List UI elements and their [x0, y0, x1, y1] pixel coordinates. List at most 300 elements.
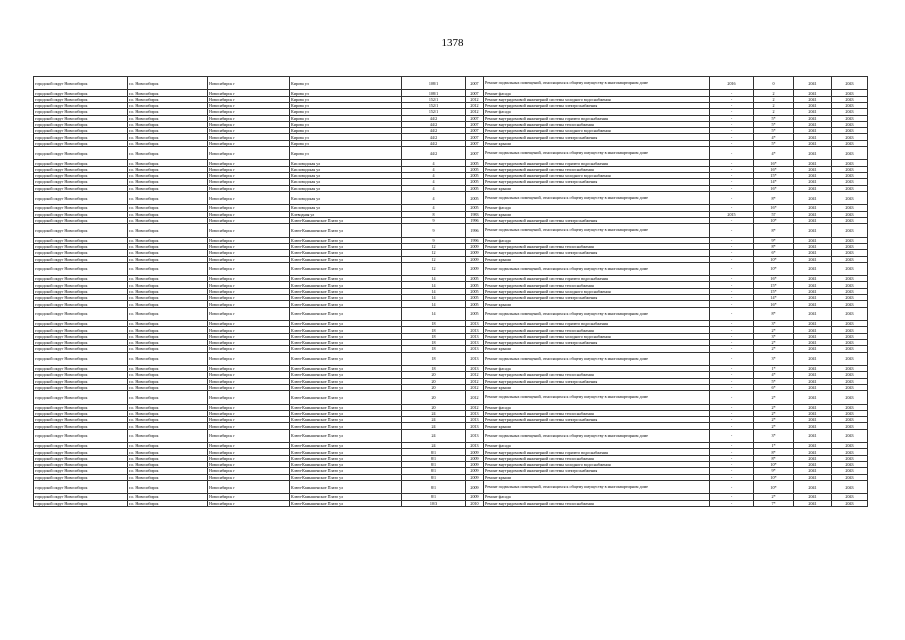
city-cell: Новосибирск г — [208, 179, 290, 185]
work-type-cell: Ремонт внутридомовой инженерной системы теплоснабжения — [484, 121, 710, 127]
settlement-cell: г.о. Новосибирск — [128, 140, 208, 146]
street-cell: Ключ-Камышенское Плато ул — [290, 384, 402, 390]
city-cell: Новосибирск г — [208, 115, 290, 121]
work-type-cell: Ремонт внутридомовой инженерной системы горячего водоснабжения — [484, 115, 710, 121]
last-repair-year-cell: - — [710, 404, 754, 410]
wear-cell: 8* — [754, 307, 794, 320]
street-cell: Ключ-Камышенское Плато ул — [290, 455, 402, 461]
house-number-cell: 18 — [402, 365, 466, 371]
last-repair-year-cell: 2016 — [710, 77, 754, 90]
municipality-cell: городской округ Новосибирск — [34, 449, 128, 455]
year-built-cell: 2009 — [466, 494, 484, 500]
house-number-cell: 4 — [402, 185, 466, 191]
municipality-cell: городской округ Новосибирск — [34, 339, 128, 345]
year-built-cell: 2009 — [466, 243, 484, 249]
period-end-cell: 2043 — [832, 372, 868, 378]
table-row — [34, 500, 868, 506]
street-cell: Клеводная ул — [290, 211, 402, 217]
table-row — [34, 191, 868, 204]
city-cell: Новосибирск г — [208, 301, 290, 307]
year-built-cell: 2005 — [466, 179, 484, 185]
year-built-cell: 2007 — [466, 134, 484, 140]
house-number-cell: 12 — [402, 250, 466, 256]
work-type-cell: Ремонт внутридомовой инженерной системы горячего водоснабжения — [484, 276, 710, 282]
city-cell: Новосибирск г — [208, 134, 290, 140]
year-built-cell: 2007 — [466, 140, 484, 146]
street-cell: Ключ-Камышенское Плато ул — [290, 429, 402, 442]
city-cell: Новосибирск г — [208, 500, 290, 506]
wear-cell: 10* — [754, 474, 794, 480]
wear-cell: 2* — [754, 327, 794, 333]
street-cell: Ключ-Камышенское Плато ул — [290, 288, 402, 294]
last-repair-year-cell: - — [710, 410, 754, 416]
wear-cell: 1* — [754, 365, 794, 371]
city-cell: Новосибирск г — [208, 140, 290, 146]
municipality-cell: городской округ Новосибирск — [34, 295, 128, 301]
last-repair-year-cell: - — [710, 365, 754, 371]
period-end-cell: 2043 — [832, 121, 868, 127]
wear-cell: 5* — [754, 378, 794, 384]
year-built-cell: 2012 — [466, 384, 484, 390]
period-end-cell: 2043 — [832, 147, 868, 160]
period-end-cell: 2043 — [832, 410, 868, 416]
municipality-cell: городской округ Новосибирск — [34, 500, 128, 506]
last-repair-year-cell: - — [710, 288, 754, 294]
work-type-cell: Ремонт фасада — [484, 443, 710, 449]
wear-cell: 14* — [754, 295, 794, 301]
city-cell: Новосибирск г — [208, 455, 290, 461]
settlement-cell: г.о. Новосибирск — [128, 147, 208, 160]
wear-cell: 2* — [754, 404, 794, 410]
city-cell: Новосибирск г — [208, 121, 290, 127]
last-repair-year-cell: - — [710, 429, 754, 442]
period-end-cell: 2043 — [832, 321, 868, 327]
work-type-cell: Ремонт крыши — [484, 474, 710, 480]
page-number: 1378 — [441, 37, 464, 49]
last-repair-year-cell: - — [710, 378, 754, 384]
last-repair-year-cell: - — [710, 301, 754, 307]
period-start-cell: 2041 — [794, 295, 832, 301]
municipality-cell: городской округ Новосибирск — [34, 480, 128, 493]
year-built-cell: 2005 — [466, 301, 484, 307]
period-start-cell: 2041 — [794, 185, 832, 191]
settlement-cell: г.о. Новосибирск — [128, 321, 208, 327]
municipality-cell: городской округ Новосибирск — [34, 262, 128, 275]
work-type-cell: Ремонт внутридомовой инженерной системы холодного водоснабжения — [484, 288, 710, 294]
house-number-cell: 44/2 — [402, 115, 466, 121]
city-cell: Новосибирск г — [208, 378, 290, 384]
municipality-cell: городской округ Новосибирск — [34, 429, 128, 442]
period-end-cell: 2043 — [832, 128, 868, 134]
municipality-cell: городской округ Новосибирск — [34, 301, 128, 307]
period-start-cell: 2041 — [794, 147, 832, 160]
period-end-cell: 2043 — [832, 115, 868, 121]
street-cell: Ключ-Камышенское Плато ул — [290, 307, 402, 320]
period-end-cell: 2043 — [832, 276, 868, 282]
work-type-cell: Ремонт фасада — [484, 109, 710, 115]
year-built-cell: 2009 — [466, 474, 484, 480]
work-type-cell: Ремонт фасада — [484, 494, 710, 500]
work-type-cell: Ремонт крыши — [484, 346, 710, 352]
year-built-cell: 1983 — [466, 211, 484, 217]
work-type-cell: Ремонт крыши — [484, 423, 710, 429]
wear-cell: 2 — [754, 96, 794, 102]
year-built-cell: 2012 — [466, 378, 484, 384]
period-start-cell: 2041 — [794, 301, 832, 307]
municipality-cell: городской округ Новосибирск — [34, 102, 128, 108]
period-end-cell: 2043 — [832, 217, 868, 223]
wear-cell: 16* — [754, 185, 794, 191]
work-type-cell: Ремонт внутридомовой инженерной системы теплоснабжения — [484, 455, 710, 461]
period-end-cell: 2043 — [832, 333, 868, 339]
period-start-cell: 2041 — [794, 224, 832, 237]
house-number-cell: 4 — [402, 166, 466, 172]
period-start-cell: 2041 — [794, 250, 832, 256]
house-number-cell: 4 — [402, 173, 466, 179]
wear-cell: 10* — [754, 461, 794, 467]
street-cell: Кирова ул — [290, 102, 402, 108]
house-number-cell: 18 — [402, 339, 466, 345]
house-number-cell: 152/1 — [402, 102, 466, 108]
house-number-cell: 24 — [402, 423, 466, 429]
table-row — [34, 307, 868, 320]
year-built-cell: 2009 — [466, 480, 484, 493]
settlement-cell: г.о. Новосибирск — [128, 346, 208, 352]
table-row — [34, 224, 868, 237]
wear-cell: 7* — [754, 500, 794, 506]
settlement-cell: г.о. Новосибирск — [128, 500, 208, 506]
period-start-cell: 2041 — [794, 128, 832, 134]
wear-cell: 5* — [754, 140, 794, 146]
period-start-cell: 2041 — [794, 321, 832, 327]
period-end-cell: 2043 — [832, 301, 868, 307]
year-built-cell: 2010 — [466, 500, 484, 506]
house-number-cell: 12 — [402, 256, 466, 262]
house-number-cell: 8/1 — [402, 474, 466, 480]
city-cell: Новосибирск г — [208, 205, 290, 211]
street-cell: Ключ-Камышенское Плато ул — [290, 423, 402, 429]
period-start-cell: 2041 — [794, 243, 832, 249]
street-cell: Ключ-Камышенское Плато ул — [290, 410, 402, 416]
city-cell: Новосибирск г — [208, 429, 290, 442]
settlement-cell: г.о. Новосибирск — [128, 365, 208, 371]
house-number-cell: 152/1 — [402, 109, 466, 115]
period-end-cell: 2043 — [832, 494, 868, 500]
last-repair-year-cell: - — [710, 276, 754, 282]
municipality-cell: городской округ Новосибирск — [34, 191, 128, 204]
last-repair-year-cell: - — [710, 384, 754, 390]
house-number-cell: 20 — [402, 378, 466, 384]
work-type-cell: Ремонт подвальных помещений, относящихся к общему имуществу в многоквартирном доме — [484, 262, 710, 275]
wear-cell: 1* — [754, 443, 794, 449]
house-number-cell: 108/1 — [402, 90, 466, 96]
street-cell: Ключ-Камышенское Плато ул — [290, 346, 402, 352]
house-number-cell: 8/1 — [402, 494, 466, 500]
house-number-cell: 20 — [402, 391, 466, 404]
period-start-cell: 2041 — [794, 173, 832, 179]
settlement-cell: г.о. Новосибирск — [128, 352, 208, 365]
period-start-cell: 2041 — [794, 455, 832, 461]
period-end-cell: 2043 — [832, 179, 868, 185]
settlement-cell: г.о. Новосибирск — [128, 301, 208, 307]
city-cell: Новосибирск г — [208, 90, 290, 96]
work-type-cell: Ремонт подвальных помещений, относящихся к общему имуществу в многоквартирном доме — [484, 391, 710, 404]
settlement-cell: г.о. Новосибирск — [128, 461, 208, 467]
municipality-cell: городской округ Новосибирск — [34, 237, 128, 243]
street-cell: Ключ-Камышенское Плато ул — [290, 417, 402, 423]
house-number-cell: 8/1 — [402, 461, 466, 467]
municipality-cell: городской округ Новосибирск — [34, 423, 128, 429]
last-repair-year-cell: - — [710, 179, 754, 185]
last-repair-year-cell: - — [710, 243, 754, 249]
settlement-cell: г.о. Новосибирск — [128, 449, 208, 455]
last-repair-year-cell: - — [710, 109, 754, 115]
house-number-cell: 14 — [402, 288, 466, 294]
wear-cell: 15* — [754, 288, 794, 294]
period-start-cell: 2041 — [794, 134, 832, 140]
last-repair-year-cell: - — [710, 333, 754, 339]
municipality-cell: городской округ Новосибирск — [34, 282, 128, 288]
year-built-cell: 2009 — [466, 262, 484, 275]
street-cell: Кисловодская ул — [290, 166, 402, 172]
street-cell: Ключ-Камышенское Плато ул — [290, 372, 402, 378]
work-type-cell: Ремонт внутридомовой инженерной системы холодного водоснабжения — [484, 128, 710, 134]
period-end-cell: 2043 — [832, 449, 868, 455]
wear-cell: 0 — [754, 77, 794, 90]
wear-cell: 8* — [754, 191, 794, 204]
year-built-cell: 2009 — [466, 256, 484, 262]
house-number-cell: 8/1 — [402, 468, 466, 474]
work-type-cell: Ремонт внутридомовой инженерной системы холодного водоснабжения — [484, 333, 710, 339]
period-end-cell: 2043 — [832, 391, 868, 404]
settlement-cell: г.о. Новосибирск — [128, 243, 208, 249]
settlement-cell: г.о. Новосибирск — [128, 191, 208, 204]
work-type-cell: Ремонт внутридомовой инженерной системы теплоснабжения — [484, 282, 710, 288]
house-number-cell: 9 — [402, 224, 466, 237]
period-start-cell: 2041 — [794, 378, 832, 384]
municipality-cell: городской округ Новосибирск — [34, 384, 128, 390]
settlement-cell: г.о. Новосибирск — [128, 468, 208, 474]
year-built-cell: 1996 — [466, 237, 484, 243]
period-end-cell: 2043 — [832, 256, 868, 262]
period-end-cell: 2043 — [832, 384, 868, 390]
settlement-cell: г.о. Новосибирск — [128, 480, 208, 493]
house-number-cell: 4 — [402, 179, 466, 185]
period-end-cell: 2043 — [832, 455, 868, 461]
settlement-cell: г.о. Новосибирск — [128, 404, 208, 410]
work-type-cell: Ремонт внутридомовой инженерной системы горячего водоснабжения — [484, 321, 710, 327]
last-repair-year-cell: - — [710, 474, 754, 480]
period-start-cell: 2041 — [794, 404, 832, 410]
period-end-cell: 2043 — [832, 443, 868, 449]
work-type-cell: Ремонт внутридомовой инженерной системы электроснабжения — [484, 468, 710, 474]
wear-cell: 16* — [754, 205, 794, 211]
wear-cell: 10* — [754, 217, 794, 223]
table-row — [34, 391, 868, 404]
period-end-cell: 2043 — [832, 461, 868, 467]
last-repair-year-cell: - — [710, 256, 754, 262]
house-number-cell: 20 — [402, 384, 466, 390]
city-cell: Новосибирск г — [208, 307, 290, 320]
municipality-cell: городской округ Новосибирск — [34, 179, 128, 185]
city-cell: Новосибирск г — [208, 160, 290, 166]
year-built-cell: 2005 — [466, 288, 484, 294]
period-end-cell: 2043 — [832, 102, 868, 108]
city-cell: Новосибирск г — [208, 288, 290, 294]
city-cell: Новосибирск г — [208, 185, 290, 191]
city-cell: Новосибирск г — [208, 295, 290, 301]
house-number-cell: 44/2 — [402, 134, 466, 140]
last-repair-year-cell: - — [710, 494, 754, 500]
period-start-cell: 2041 — [794, 288, 832, 294]
settlement-cell: г.о. Новосибирск — [128, 288, 208, 294]
wear-cell: 10* — [754, 256, 794, 262]
year-built-cell: 2007 — [466, 77, 484, 90]
wear-cell: 16* — [754, 160, 794, 166]
period-start-cell: 2041 — [794, 102, 832, 108]
period-end-cell: 2043 — [832, 327, 868, 333]
last-repair-year-cell: - — [710, 455, 754, 461]
year-built-cell: 2009 — [466, 461, 484, 467]
street-cell: Ключ-Камышенское Плато ул — [290, 237, 402, 243]
street-cell: Кирова ул — [290, 128, 402, 134]
street-cell: Ключ-Камышенское Плато ул — [290, 449, 402, 455]
work-type-cell: Ремонт крыши — [484, 140, 710, 146]
period-start-cell: 2041 — [794, 346, 832, 352]
period-start-cell: 2041 — [794, 449, 832, 455]
street-cell: Ключ-Камышенское Плато ул — [290, 295, 402, 301]
year-built-cell: 2012 — [466, 96, 484, 102]
period-start-cell: 2041 — [794, 237, 832, 243]
settlement-cell: г.о. Новосибирск — [128, 77, 208, 90]
year-built-cell: 1996 — [466, 224, 484, 237]
work-type-cell: Ремонт подвальных помещений, относящихся к общему имуществу в многоквартирном доме — [484, 77, 710, 90]
table-row — [34, 352, 868, 365]
table-row — [34, 262, 868, 275]
work-type-cell: Ремонт внутридомовой инженерной системы теплоснабжения — [484, 410, 710, 416]
municipality-cell: городской округ Новосибирск — [34, 378, 128, 384]
municipality-cell: городской округ Новосибирск — [34, 217, 128, 223]
period-start-cell: 2041 — [794, 339, 832, 345]
wear-cell: 15* — [754, 173, 794, 179]
period-end-cell: 2043 — [832, 211, 868, 217]
wear-cell: 4* — [754, 134, 794, 140]
period-end-cell: 2043 — [832, 250, 868, 256]
work-type-cell: Ремонт внутридомовой инженерной системы горячего водоснабжения — [484, 160, 710, 166]
period-start-cell: 2041 — [794, 179, 832, 185]
city-cell: Новосибирск г — [208, 468, 290, 474]
period-start-cell: 2041 — [794, 77, 832, 90]
wear-cell: 2* — [754, 391, 794, 404]
house-number-cell: 8/1 — [402, 480, 466, 493]
wear-cell: 5* — [754, 121, 794, 127]
settlement-cell: г.о. Новосибирск — [128, 166, 208, 172]
period-start-cell: 2041 — [794, 372, 832, 378]
period-end-cell: 2043 — [832, 90, 868, 96]
municipality-cell: городской округ Новосибирск — [34, 173, 128, 179]
work-type-cell: Ремонт подвальных помещений, относящихся к общему имуществу в многоквартирном доме — [484, 147, 710, 160]
last-repair-year-cell: - — [710, 295, 754, 301]
street-cell: Кирова ул — [290, 121, 402, 127]
city-cell: Новосибирск г — [208, 276, 290, 282]
period-start-cell: 2041 — [794, 121, 832, 127]
repair-schedule-table-wrapper — [33, 76, 867, 507]
municipality-cell: городской округ Новосибирск — [34, 115, 128, 121]
street-cell: Кирова ул — [290, 140, 402, 146]
city-cell: Новосибирск г — [208, 365, 290, 371]
last-repair-year-cell: - — [710, 250, 754, 256]
last-repair-year-cell: - — [710, 140, 754, 146]
house-number-cell: 9 — [402, 217, 466, 223]
city-cell: Новосибирск г — [208, 391, 290, 404]
year-built-cell: 2012 — [466, 372, 484, 378]
work-type-cell: Ремонт внутридомовой инженерной системы горячего водоснабжения — [484, 449, 710, 455]
year-built-cell: 2012 — [466, 109, 484, 115]
period-end-cell: 2043 — [832, 173, 868, 179]
street-cell: Ключ-Камышенское Плато ул — [290, 468, 402, 474]
city-cell: Новосибирск г — [208, 321, 290, 327]
last-repair-year-cell: - — [710, 185, 754, 191]
work-type-cell: Ремонт подвальных помещений, относящихся к общему имуществу в многоквартирном доме — [484, 352, 710, 365]
period-end-cell: 2043 — [832, 191, 868, 204]
last-repair-year-cell: - — [710, 423, 754, 429]
municipality-cell: городской округ Новосибирск — [34, 327, 128, 333]
year-built-cell: 2009 — [466, 455, 484, 461]
city-cell: Новосибирск г — [208, 102, 290, 108]
house-number-cell: 44/2 — [402, 140, 466, 146]
wear-cell: 3* — [754, 321, 794, 327]
street-cell: Ключ-Камышенское Плато ул — [290, 474, 402, 480]
street-cell: Кирова ул — [290, 90, 402, 96]
city-cell: Новосибирск г — [208, 96, 290, 102]
street-cell: Ключ-Камышенское Плато ул — [290, 378, 402, 384]
house-number-cell: 14 — [402, 295, 466, 301]
house-number-cell: 24 — [402, 443, 466, 449]
municipality-cell: городской округ Новосибирск — [34, 276, 128, 282]
settlement-cell: г.о. Новосибирск — [128, 494, 208, 500]
settlement-cell: г.о. Новосибирск — [128, 102, 208, 108]
year-built-cell: 2005 — [466, 205, 484, 211]
house-number-cell: 18 — [402, 346, 466, 352]
period-end-cell: 2043 — [832, 140, 868, 146]
house-number-cell: 14 — [402, 301, 466, 307]
period-start-cell: 2041 — [794, 109, 832, 115]
period-end-cell: 2043 — [832, 378, 868, 384]
settlement-cell: г.о. Новосибирск — [128, 391, 208, 404]
street-cell: Кирова ул — [290, 109, 402, 115]
wear-cell: 2* — [754, 423, 794, 429]
municipality-cell: городской округ Новосибирск — [34, 166, 128, 172]
year-built-cell: 2013 — [466, 443, 484, 449]
last-repair-year-cell: - — [710, 461, 754, 467]
table-row — [34, 77, 868, 90]
municipality-cell: городской округ Новосибирск — [34, 185, 128, 191]
year-built-cell: 2012 — [466, 102, 484, 108]
settlement-cell: г.о. Новосибирск — [128, 282, 208, 288]
period-end-cell: 2043 — [832, 160, 868, 166]
year-built-cell: 2007 — [466, 147, 484, 160]
work-type-cell: Ремонт крыши — [484, 301, 710, 307]
street-cell: Ключ-Камышенское Плато ул — [290, 443, 402, 449]
last-repair-year-cell: - — [710, 147, 754, 160]
work-type-cell: Ремонт внутридомовой инженерной системы холодного водоснабжения — [484, 173, 710, 179]
period-start-cell: 2041 — [794, 443, 832, 449]
wear-cell: 16* — [754, 166, 794, 172]
last-repair-year-cell: - — [710, 391, 754, 404]
house-number-cell: 18 — [402, 321, 466, 327]
settlement-cell: г.о. Новосибирск — [128, 378, 208, 384]
wear-cell: 6* — [754, 384, 794, 390]
